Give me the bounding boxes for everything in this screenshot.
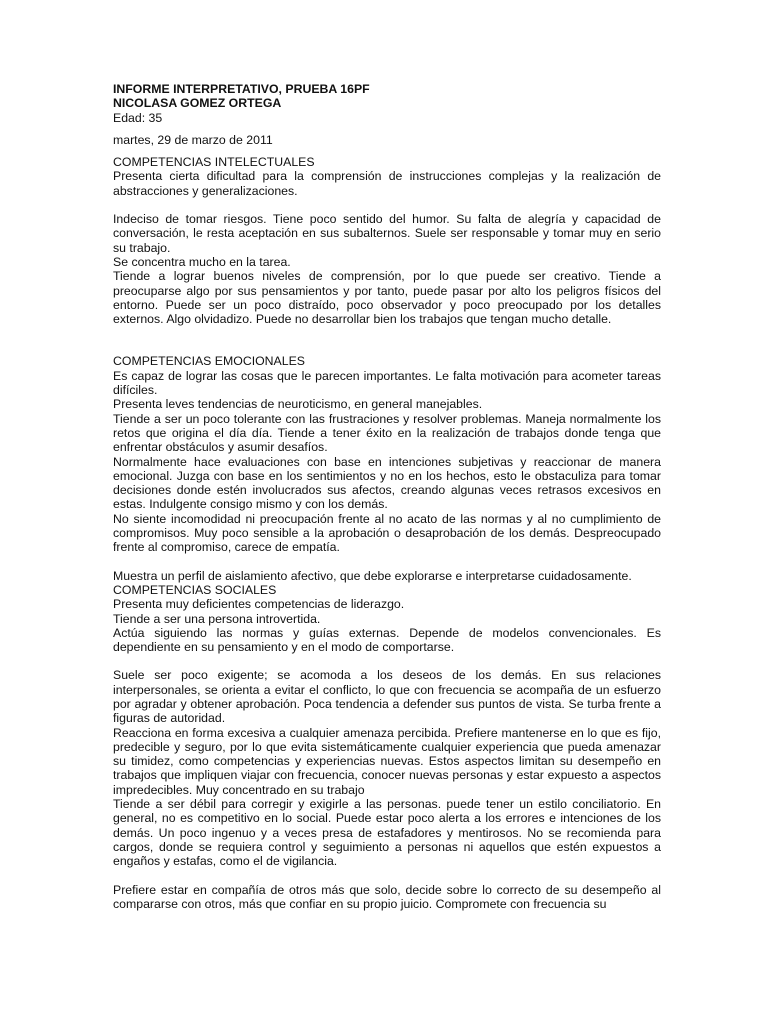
paragraph: Presenta leves tendencias de neuroticismo, en general manejables. — [113, 397, 483, 412]
paragraph: Presenta cierta dificultad para la comprensión de instrucciones complejas y la realización de abstracciones y generalizaciones. — [113, 169, 661, 198]
report-date: martes, 29 de marzo de 2011 — [113, 132, 273, 147]
paragraph: Tiende a lograr buenos niveles de comprensión, por lo que puede ser creativo. Tiende a preocuparse algo por sus pensamientos y por tanto, puede pasar por alto los peligros físicos del entorno. Puede ser un poco distraído, poco observador y poco preocupado por los detalles externos. Algo olvidadizo. Puede no desarrollar bien los trabajos que tengan mucho detalle. — [113, 269, 661, 327]
paragraph: Tiende a ser un poco tolerante con las frustraciones y resolver problemas. Maneja normalmente los retos que origina el día día. Tiende a tener éxito en la realización de trabajos donde tenga que enfrentar obstáculos y asumir desafíos. — [113, 411, 661, 455]
paragraph: Normalmente hace evaluaciones con base en intenciones subjetivas y reaccionar de manera emocional. Juzga con base en los sentimientos y no en los hechos, esto le obstaculiza para tomar decisiones donde estén involucrados sus afectos, creando algunas veces retrasos excesivos en estas. Indulgente consigo mismo y con los demás. — [113, 454, 661, 512]
subject-age: Edad: 35 — [113, 110, 163, 125]
paragraph: Muestra un perfil de aislamiento afectivo, que debe explorarse e interpretarse cuidadosamente. — [113, 568, 632, 583]
paragraph: Presenta muy deficientes competencias de liderazgo. — [113, 597, 405, 612]
section-heading-sociales: COMPETENCIAS SOCIALES — [113, 582, 277, 597]
paragraph: No siente incomodidad ni preocupación frente al no acato de las normas y al no cumplimiento de compromisos. Muy poco sensible a la aprobación o desaprobación de los demás. Despreocupado frente al compromiso, carece de empatía. — [113, 511, 661, 555]
paragraph: Es capaz de lograr las cosas que le parecen importantes. Le falta motivación para acometer tareas difíciles. — [113, 368, 661, 398]
subject-name: NICOLASA GOMEZ ORTEGA — [113, 96, 282, 111]
report-page — [113, 82, 661, 911]
section-heading-intelectuales: COMPETENCIAS INTELECTUALES — [113, 155, 315, 170]
paragraph: Prefiere estar en compañía de otros más que solo, decide sobre lo correcto de su desempeño al compararse con otros, más que confiar en su propio juicio. Compromete con frecuencia su — [113, 882, 661, 911]
paragraph: Tiende a ser débil para corregir y exigirle a las personas. puede tener un estilo conciliatorio. En general, no es competitivo en lo social. Puede estar poco alerta a los errores e intenciones de los demás. Un poco ingenuo y a veces presa de estafadores y mentirosos. No se recomienda para cargos, donde se requiera control y seguimiento a personas ni aquellos que estén expuestos a engaños y estafas, como el de vigilancia. — [113, 797, 661, 869]
section-heading-emocionales: COMPETENCIAS EMOCIONALES — [113, 354, 306, 369]
paragraph: Actúa siguiendo las normas y guías externas. Depende de modelos convencionales. Es dependiente en su pensamiento y en el modo de comportarse. — [113, 625, 661, 655]
paragraph: Se concentra mucho en la tarea. — [113, 254, 291, 269]
paragraph: Tiende a ser una persona introvertida. — [113, 611, 321, 626]
paragraph: Reacciona en forma excesiva a cualquier amenaza percibida. Prefiere mantenerse en lo que es fijo, predecible y seguro, por lo que evita sistemáticamente cualquier experiencia que pueda amenazar su timidez, como competencias y experiencias nuevas. Estos aspectos limitan su desempeño en trabajos que impliquen viajar con frecuencia, conocer nuevas personas y estar expuesto a aspectos impredecibles. Muy concentrado en su trabajo — [113, 725, 661, 797]
report-title: INFORME INTERPRETATIVO, PRUEBA 16PF — [113, 82, 370, 96]
paragraph: Indeciso de tomar riesgos. Tiene poco sentido del humor. Su falta de alegría y capacidad de conversación, le resta aceptación en sus subalternos. Suele ser responsable y tomar muy en serio su trabajo. — [113, 212, 661, 255]
paragraph: Suele ser poco exigente; se acomoda a los deseos de los demás. En sus relaciones interpersonales, se orienta a evitar el conflicto, lo que con frecuencia se acompaña de un esfuerzo por agradar y obtener aprobación. Poca tendencia a defender sus puntos de vista. Se turba frente a figuras de autoridad. — [113, 668, 661, 726]
